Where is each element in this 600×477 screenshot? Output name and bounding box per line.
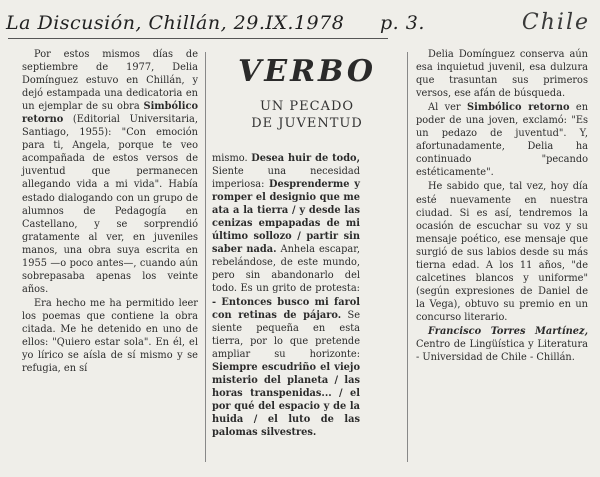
column-3 <box>416 48 588 364</box>
page-annotation: p. 3. <box>380 12 425 34</box>
column-2 <box>212 152 360 439</box>
clipping-header <box>6 8 594 38</box>
article-subtitle: UN PECADO DE JUVENTUD <box>251 99 363 131</box>
paragraph: Por estos mismos días de septiembre de 1977, Delia Domínguez estuvo en Chillán, y dejó estampada una dedicatoria en un ejemplar de su obra Simbólico retorno (Editorial Universitaria, Santiago, 1955): "Con emoción para ti, Angela, porque te veo acompañada de estos versos de juventud que permanecen allegando vida a mi vida". Había estado dialogando con un grupo de alumnos de Pedagogía en Castellano, y se sorprendió gratamente al ver, en juveniles manos, una obra suya escrita en 1955 —o poco antes—, cuando aún sobrepasaba apenas los veinte años. <box>22 49 198 295</box>
archive-stamp: Chile <box>521 10 590 35</box>
author-signature: Francisco Torres Martínez, Centro de Lingüística y Literatura - Universidad de Chile - Chillán. <box>416 325 588 364</box>
source-annotation: La Discusión, Chillán, 29.IX.1978 <box>6 12 345 34</box>
column-divider <box>407 52 408 462</box>
paragraph: He sabido que, tal vez, hoy día esté nuevamente en nuestra ciudad. Si es así, tendremos la ocasión de escuchar su voz y su mensaje poético, ese mensaje que surgió de sus labios desde su más tierna edad. A los 11 años, "de calcetines blancos y uniforme" (según expresiones de Daniel de la Vega), obtuvo su premio en un concurso literario. <box>416 181 588 323</box>
paragraph: Al ver Simbólico retorno en poder de una joven, exclamó: "Es un pedazo de juventud". Y, afortunadamente, Delia ha continuado "pecando estéticamente". <box>416 102 588 179</box>
paragraph: mismo. Desea huir de todo, Siente una necesidad imperiosa: Desprenderme y romper el designio que me ata a la tierra / y desde las cenizas empapadas de mi último sollozo / partir sin saber nada. Anhela escapar, rebelándose, de este mundo, pero sin abandonarlo del todo. Es un grito de protesta: - Entonces busco mi farol con retinas de pájaro. Se siente pequeña en esta tierra, por lo que pretende ampliar su horizonte: Siempre escudriño el viejo misterio del planeta / las horas transpenidas... / el por qué del espacio y de la huida / el luto de las palomas silvestres. <box>212 153 360 438</box>
paragraph: Era hecho me ha permitido leer los poemas que contiene la obra citada. Me he detenido en uno de ellos: "Quiero estar sola". En él, el yo lírico se aísla de sí mismo y se refugia, en sí <box>22 297 198 375</box>
article-title: VERBO <box>237 54 377 89</box>
header-underline <box>8 38 388 39</box>
column-1 <box>22 48 198 375</box>
column-divider <box>205 52 206 462</box>
paragraph: Delia Domínguez conserva aún esa inquietud juvenil, esa dulzura que trasuntan sus primeros versos, ese afán de búsqueda. <box>416 49 588 100</box>
